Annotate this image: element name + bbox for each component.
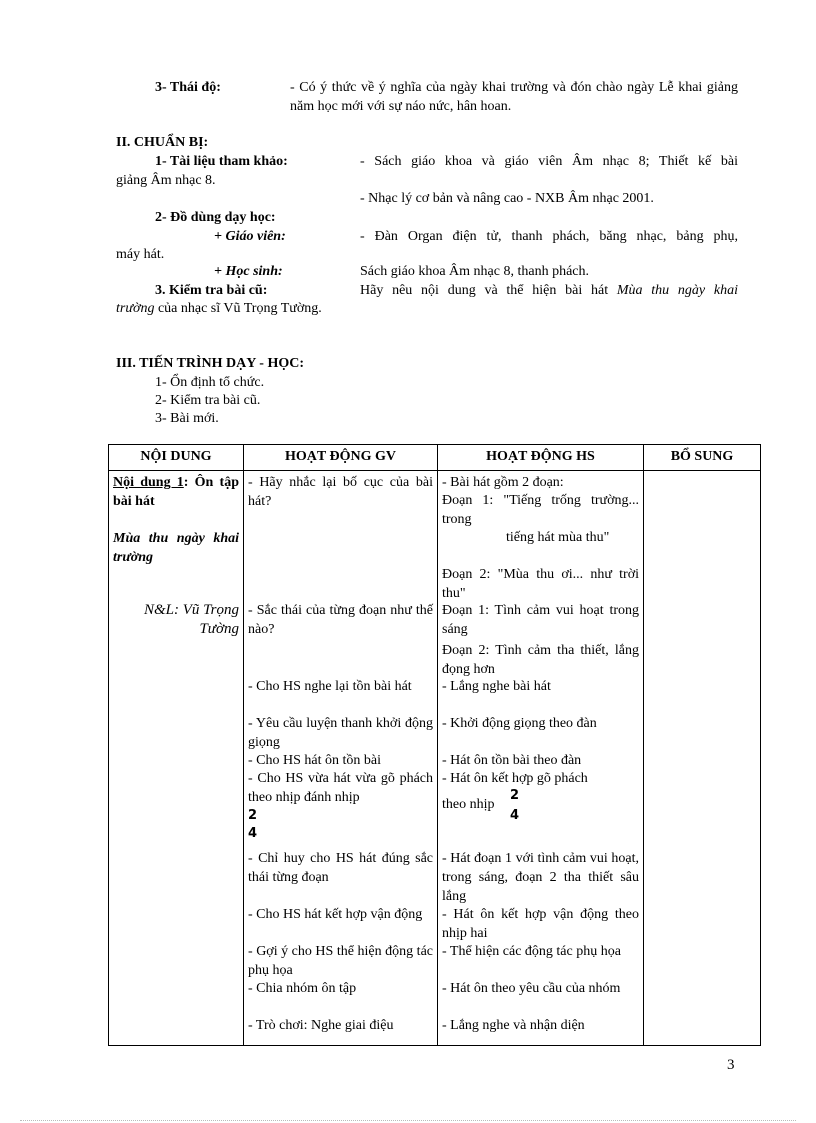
ref-text-1b: giảng Âm nhạc 8. xyxy=(116,173,216,188)
tools-label: 2- Đồ dùng dạy học: xyxy=(155,210,276,225)
hs-item: - Hát đoạn 1 với tình cảm vui hoạt, trong sáng, đoạn 2 tha thiết sâu lắng xyxy=(442,851,639,904)
lesson-table xyxy=(108,444,761,1046)
song-title: Mùa thu ngày khai trường xyxy=(113,531,239,565)
content-title xyxy=(113,473,239,511)
hs-item: - Bài hát gồm 2 đoạn: xyxy=(442,475,564,490)
attitude-text: - Có ý thức về ý nghĩa của ngày khai trường và đón chào ngày Lễ khai giảng năm học mới với sự náo nức, hân hoan. xyxy=(290,80,738,114)
hs-item: Đoạn 1: Tình cảm vui hoạt trong sáng xyxy=(442,603,639,637)
page-number: 3 xyxy=(727,1057,735,1073)
song-author: N&L: Vũ Trọng Tường xyxy=(143,602,239,637)
check-text-a: Hãy nêu nội dung và thể hiện bài hát xyxy=(360,283,617,298)
hs-item: tiếng hát mùa thu" xyxy=(506,530,610,545)
section2-heading: II. CHUẨN BỊ: xyxy=(116,135,209,150)
extra-cell xyxy=(644,471,761,1046)
check-text-line2 xyxy=(116,299,322,318)
ref-label: 1- Tài liệu tham khảo: xyxy=(155,154,288,169)
gv-item: - Chia nhóm ôn tập xyxy=(248,981,357,996)
hs-time-sig-bottom: 4 xyxy=(510,808,520,823)
gv-item: - Cho HS vừa hát vừa gõ phách theo nhịp đánh nhịp xyxy=(248,771,433,805)
hs-item: - Lắng nghe và nhận diện xyxy=(442,1018,585,1033)
content-cell xyxy=(109,471,244,1046)
hs-item: - Hát ôn kết hợp vận động theo nhịp hai xyxy=(442,907,639,941)
hs-cell xyxy=(438,471,644,1046)
gv-item: - Cho HS hát ôn tồn bài xyxy=(248,753,381,768)
hs-item: - Khởi động giọng theo đàn xyxy=(442,716,597,731)
teacher-label: + Giáo viên: xyxy=(214,229,286,244)
gv-cell xyxy=(244,471,438,1046)
hs-item: - Thể hiện các động tác phụ họa xyxy=(442,944,621,959)
gv-item: - Cho HS nghe lại tồn bài hát xyxy=(248,679,412,694)
hs-item: - Hát ôn theo yêu cầu của nhóm xyxy=(442,981,621,996)
hs-item: - Hát ôn tồn bài theo đàn xyxy=(442,753,582,768)
check-song: Mùa thu ngày khai xyxy=(616,283,738,298)
ref-text-1a: - Sách giáo khoa và giáo viên Âm nhạc 8; Thiết kế bài xyxy=(360,154,738,169)
attitude-label: 3- Thái độ: xyxy=(155,80,221,95)
ref-text-2: - Nhạc lý cơ bản và nâng cao - NXB Âm nhạc 2001. xyxy=(360,191,654,206)
step-3: 3- Bài mới. xyxy=(155,411,219,426)
gv-item: - Sắc thái của từng đoạn như thế nào? xyxy=(248,603,433,637)
gv-item: - Hãy nhắc lại bố cục của bài hát? xyxy=(248,475,433,509)
hs-item: Đoạn 2: "Mùa thu ơi... như trời thu" xyxy=(442,567,639,601)
content-title-underlined: Nội dung 1 xyxy=(113,475,184,490)
hs-item: - Lắng nghe bài hát xyxy=(442,679,551,694)
content-title-rest: : Ôn tập bài hát xyxy=(113,475,239,509)
gv-time-sig-bottom: 4 xyxy=(248,826,258,841)
gv-item: - Yêu cầu luyện thanh khởi động giọng xyxy=(248,716,433,750)
check-text-b: của nhạc sĩ Vũ Trọng Tường. xyxy=(154,301,322,316)
gv-item: - Chỉ huy cho HS hát đúng sắc thái từng đoạn xyxy=(248,851,433,885)
teacher-text-b: máy hát. xyxy=(116,247,165,262)
step-2: 2- Kiểm tra bài cũ. xyxy=(155,393,261,408)
hs-item: Đoạn 1: "Tiếng trống trường... trong xyxy=(442,493,639,527)
hs-item: - Hát ôn kết hợp gõ phách xyxy=(442,771,588,786)
hs-item: Đoạn 2: Tình cảm tha thiết, lắng đọng hơn xyxy=(442,643,639,677)
check-label: 3. Kiểm tra bài cũ: xyxy=(155,283,268,298)
student-text: Sách giáo khoa Âm nhạc 8, thanh phách. xyxy=(360,264,589,279)
hs-item: theo nhịp xyxy=(442,797,495,812)
gv-item: - Gợi ý cho HS thể hiện động tác phụ họa xyxy=(248,944,433,978)
check-text-line1 xyxy=(360,281,738,300)
header-content: NỘI DUNG xyxy=(109,445,244,471)
gv-time-sig-top: 2 xyxy=(248,808,258,823)
footer-divider xyxy=(20,1120,796,1121)
check-song-b: trường xyxy=(116,301,155,316)
gv-item: - Trò chơi: Nghe giai điệu xyxy=(248,1018,394,1033)
header-gv: HOẠT ĐỘNG GV xyxy=(244,445,438,471)
gv-item: - Cho HS hát kết hợp vận động xyxy=(248,907,423,922)
section3-heading: III. TIẾN TRÌNH DẠY - HỌC: xyxy=(116,356,304,371)
teacher-text-a: - Đàn Organ điện tử, thanh phách, băng nhạc, bảng phụ, xyxy=(360,229,738,244)
student-label: + Học sinh: xyxy=(214,264,283,279)
header-extra: BỔ SUNG xyxy=(644,445,761,471)
step-1: 1- Ổn định tổ chức. xyxy=(155,375,265,390)
header-hs: HOẠT ĐỘNG HS xyxy=(438,445,644,471)
hs-time-sig-top: 2 xyxy=(510,788,520,803)
